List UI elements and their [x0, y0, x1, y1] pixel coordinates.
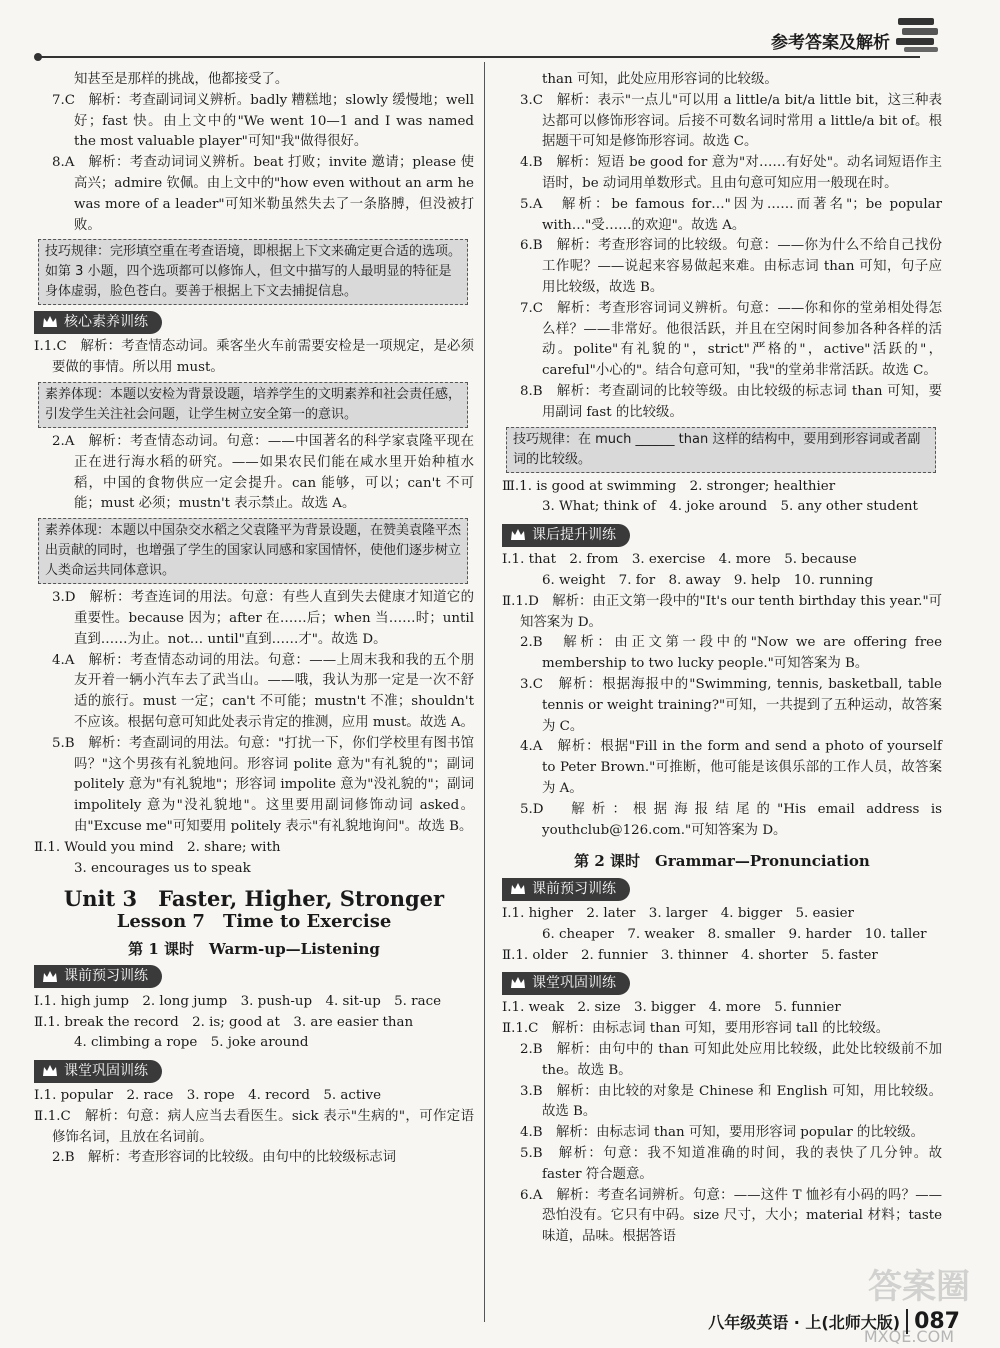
section-header-class: [502, 972, 942, 994]
page-header: [0, 0, 1000, 60]
preview-II: Ⅱ.1. older 2. funnier 3. thinner 4. shorter 5. faster: [502, 947, 878, 963]
lesson-title: Lesson 7 Time to Exercise: [116, 911, 392, 933]
section-label: 课后提升训练: [532, 526, 616, 543]
answer-I-5: 5.B 解析：考查副词的用法。句意："打扰一下，你们学校里有图书馆吗？"这个男孩有礼貌地问。形容词 polite 意为"有礼貌的"；副词 politely 意为"有礼貌地"；形容词 impolite 意为"没礼貌的"；副词 impolitely 意为"没礼貌地"。这里要用副词修饰动词 asked。由"Excuse me"可知要用 politely 表示"有礼貌地询问"。故选 B。: [52, 735, 474, 834]
class-II-3: 3.B 解析：由比较的对象是 Chinese 和 English 可知，用比较级。故选 B。: [520, 1083, 942, 1120]
class-I: Ⅰ.1. weak 2. size 3. bigger 4. more 5. funnier: [502, 1000, 841, 1016]
after-II-3: 3.C 解析：根据海报中的"Swimming, tennis, basketball, table tennis or weight training?"可知，一共提到了五种运动，故答案为 C。: [520, 676, 942, 734]
answer-8: 8.A 解析：考查动词词义辨析。beat 打败；invite 邀请；please 使高兴；admire 钦佩。由上文中的"how even without an arm he was more of a leader"可知米勒虽然失去了一条胳膊，但没被打败。: [52, 155, 474, 233]
preview-II-cont: 4. climbing a rope 5. joke around: [74, 1035, 309, 1051]
crown-icon: [510, 882, 526, 896]
after-II-1: Ⅱ.1.D 解析：由正文第一段中的"It's our tenth birthday this year."可知答案为 D。: [502, 593, 942, 630]
answer-8: 8.B 解析：考查副词的比较等级。由比较级的标志词 than 可知，要用副词 fast 的比较级。: [520, 383, 942, 420]
header-rule: [40, 56, 920, 58]
preview-II: Ⅱ.1. break the record 2. is; good at 3. are easier than: [34, 1014, 414, 1030]
class-II-2: 2.B 解析：考查形容词的比较级。由句中的比较级标志词: [52, 1150, 396, 1166]
section-header-class: [34, 1060, 474, 1082]
crown-icon: [510, 528, 526, 542]
continued-text: 知甚至是那样的挑战，他都接受了。: [74, 72, 289, 87]
crown-icon: [42, 1064, 58, 1078]
after-II-2: 2.B 解析：由正文第一段中的"Now we are offering free membership to two lucky people."可知答案为 B。: [520, 635, 942, 672]
crown-icon: [510, 976, 526, 990]
section-header-after: [502, 524, 942, 546]
class-II-4: 4.B 解析：由标志词 than 可知，要用形容词 popular 的比较级。: [520, 1125, 924, 1141]
tip-box: 技巧规律：完形填空重在考查语境，即根据上下文来确定更合适的选项。如第 3 小题，四个选项都可以修饰人，但文中描写的人最明显的特征是身体虚弱，脸色苍白。要善于根据上下文去捕捉信息。: [38, 239, 468, 305]
column-divider: [484, 62, 485, 1322]
answer-3: 3.C 解析：表示"一点儿"可以用 a little/a bit/a little bit，这三种表达都可以修饰形容词。后接不可数名词时常用 a little/a bit of。根据题干可知是修饰形容词。故选 C。: [520, 92, 942, 150]
answer-II-3: 3. encourages us to speak: [74, 860, 251, 876]
section-label: 课堂巩固训练: [64, 1062, 148, 1079]
class-I: Ⅰ.1. popular 2. race 3. rope 4. record 5. active: [34, 1088, 382, 1104]
header-title: 参考答案及解析: [771, 33, 890, 53]
answer-6: 6.B 解析：考查形容词的比较级。句意：——你为什么不给自己找份工作呢？——说起来容易做起来难。由标志词 than 可知，句子应用比较级，故选 B。: [520, 238, 942, 295]
answer-4: 4.B 解析：短语 be good for 意为"对……有好处"。动名词短语作主语时，be 动词用单数形式。且由句意可知应用一般现在时。: [520, 155, 942, 191]
answer-III-cont: 3. What; think of 4. joke around 5. any other student: [542, 499, 918, 515]
preview-I: Ⅰ.1. higher 2. later 3. larger 4. bigger 5. easier: [502, 906, 854, 922]
quality-box: 素养体现：本题以安检为背景设题，培养学生的文明素养和社会责任感，引发学生关注社会问题，让学生树立安全第一的意识。: [38, 382, 468, 428]
after-II-4: 4.A 解析：根据"Fill in the form and send a photo of yourself to Peter Brown."可推断，他可能是该俱乐部的工作人员，故答案为 A。: [520, 739, 942, 796]
after-I: Ⅰ.1. that 2. from 3. exercise 4. more 5. because: [502, 552, 857, 568]
answer-I-3: 3.D 解析：考查连词的用法。句意：有些人直到失去健康才知道它的重要性。because 因为；after 在……后；when 当……时；until 直到……为止。not… until"直到……才"。故选 D。: [52, 590, 474, 647]
class-II-6: 6.A 解析：考查名词辨析。句意：——这件 T 恤衫有小码的吗？——恐怕没有。它只有中码。size 尺寸，大小；material 材料；taste 味道，品味。根据答语: [520, 1187, 942, 1245]
answer-I-2: 2.A 解析：考查情态动词。句意：——中国著名的科学家袁隆平现在正在进行海水稻的研究。——如果农民们能在咸水里开始种植水稻，中国的食物供应一定会提升。can 能够，可以；can't 不可能；must 必须；mustn't 表示禁止。故选 A。: [52, 433, 474, 512]
tip-box: 技巧规律：在 much ______ than 这样的结构中，要用到形容词或者副词的比较级。: [506, 427, 936, 473]
crown-icon: [42, 315, 58, 329]
section-header-preview: [502, 878, 942, 900]
left-column: [34, 70, 474, 1169]
section-label: 核心素养训练: [64, 313, 148, 330]
period-title: 第 1 课时 Warm-up—Listening: [128, 939, 380, 958]
answer-III: Ⅲ.1. is good at swimming 2. stronger; healthier: [502, 478, 836, 494]
class-II-2: 2.B 解析：由句中的 than 可知此处应用比较级，此处比较级前不加 the。故选 B。: [520, 1042, 942, 1078]
section-header-core: [34, 311, 474, 333]
answer-7: 7.C 解析：考查副词词义辨析。badly 糟糕地；slowly 缓慢地；well 好；fast 快。由上文中的"We went 10—1 and I was named the most valuable player"可知"我"做得很好。: [52, 92, 474, 150]
class-II-1: Ⅱ.1.C 解析：由标志词 than 可知，要用形容词 tall 的比较级。: [502, 1021, 890, 1037]
page-number: 087: [906, 1309, 960, 1334]
preview-I: Ⅰ.1. high jump 2. long jump 3. push-up 4. sit-up 5. race: [34, 993, 441, 1009]
answer-II-1: Ⅱ.1. Would you mind 2. share; with: [34, 839, 281, 855]
right-column: [502, 70, 942, 1248]
watermark-url: MXQE.COM: [863, 1327, 954, 1346]
answer-5: 5.A 解析：be famous for…"因为……而著名"；be popular with…"受……的欢迎"。故选 A。: [520, 196, 942, 233]
answer-7: 7.C 解析：考查形容词词义辨析。句意：——你和你的堂弟相处得怎么样？——非常好。他很活跃，并且在空闲时间参加各种各样的活动。polite"有礼貌的"，strict"严格的"，active"活跃的"，careful"小心的"。结合句意可知，"我"的堂弟非常活跃。故选 C。: [520, 300, 942, 379]
period-title: 第 2 课时 Grammar—Pronunciation: [574, 852, 870, 871]
after-II-5: 5.D 解析：根据海报结尾的"His email address is youthclub@126.com."可知答案为 D。: [520, 801, 942, 838]
footer-label: 八年级英语 · 上(北师大版): [708, 1313, 901, 1332]
section-label: 课前预习训练: [64, 968, 148, 985]
section-label: 课堂巩固训练: [532, 975, 616, 992]
section-label: 课前预习训练: [532, 880, 616, 897]
class-II-5: 5.B 解析：句意：我不知道准确的时间，我的表快了几分钟。故 faster 符合题意。: [520, 1146, 942, 1182]
continued-text: than 可知，此处应用形容词的比较级。: [542, 72, 778, 87]
watermark-logo: 答案圈: [868, 1267, 970, 1307]
crown-icon: [42, 970, 58, 984]
unit-title: Unit 3 Faster, Higher, Stronger: [63, 886, 445, 912]
preview-I-cont: 6. cheaper 7. weaker 8. smaller 9. harder 10. taller: [542, 926, 927, 942]
class-II-1: Ⅱ.1.C 解析：句意：病人应当去看医生。sick 表示"生病的"，可作定语修饰名词，且放在名词前。: [34, 1108, 474, 1145]
answer-I-4: 4.A 解析：考查情态动词的用法。句意：——上周末我和我的五个朋友开着一辆小汽车去了武当山。——哦，我认为那一定是一次不舒适的旅行。must 一定；can't 不可能；mustn't 不准；shouldn't 不应该。根据句意可知此处表示肯定的推测，应用 must。故选 A。: [52, 652, 474, 730]
answer-I-1: Ⅰ.1.C 解析：考查情态动词。乘客坐火车前需要安检是一项规定，是必须要做的事情。所以用 must。: [34, 339, 474, 376]
page-footer: [708, 1309, 960, 1334]
after-I-cont: 6. weight 7. for 8. away 9. help 10. running: [542, 572, 874, 588]
section-header-preview: [34, 966, 474, 988]
book-stack-icon: [894, 14, 942, 54]
quality-box: 素养体现：本题以中国杂交水稻之父袁隆平为背景设题，在赞美袁隆平杰出贡献的同时，也增强了学生的国家认同感和家国情怀，使他们逐步树立人类命运共同体意识。: [38, 518, 468, 584]
